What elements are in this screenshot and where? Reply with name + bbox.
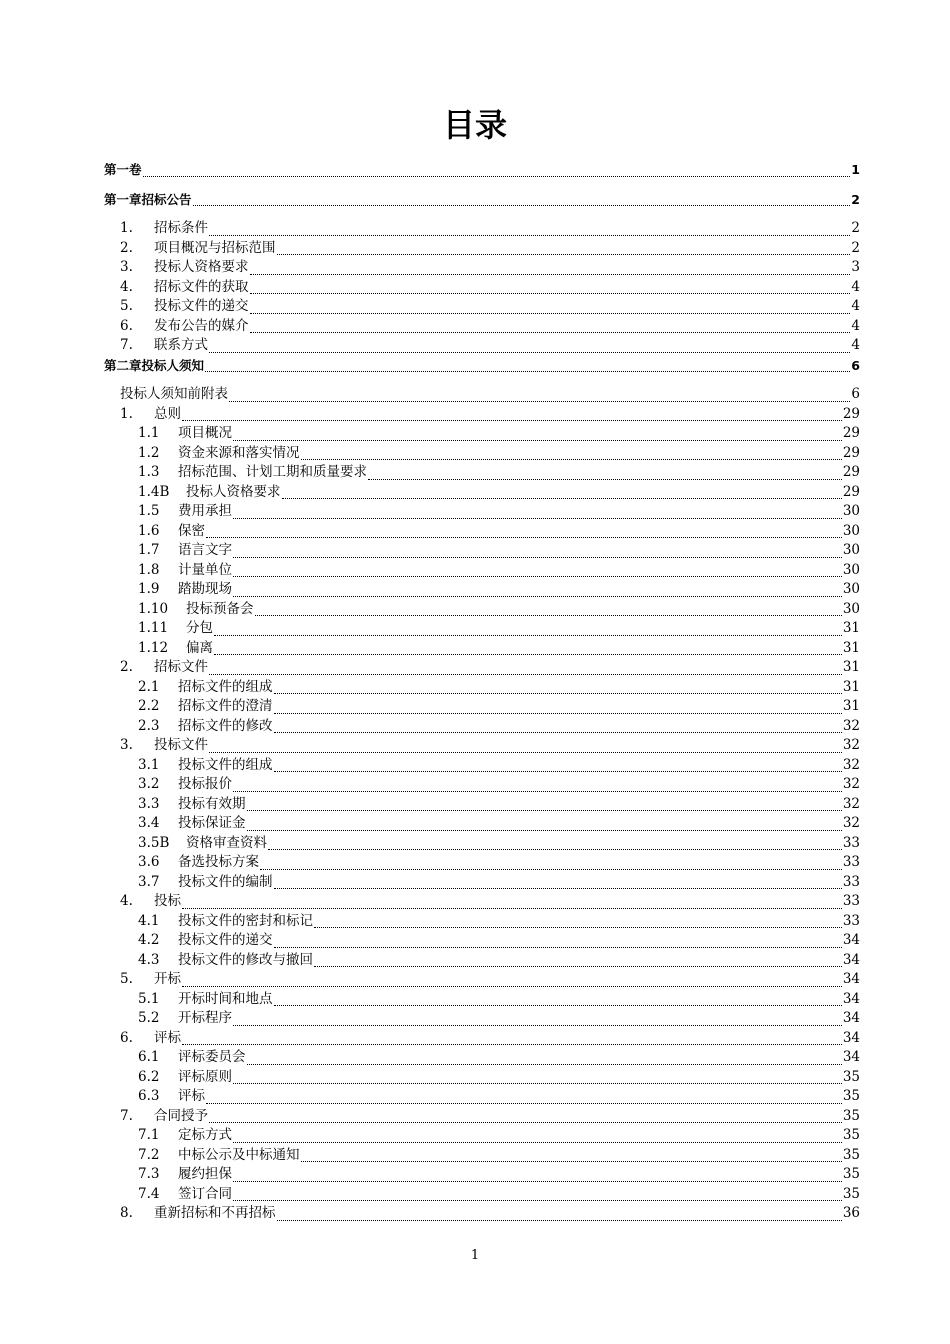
- toc-entry[interactable]: [104, 853, 860, 873]
- toc-entry-number: 4.: [120, 278, 133, 295]
- toc-dot-leader: [301, 445, 842, 460]
- toc-entry-number: 1.12: [138, 639, 169, 656]
- toc-entry-number: 6.1: [138, 1049, 160, 1065]
- toc-entry-number: 1.1: [138, 425, 160, 441]
- toc-dot-leader: [314, 952, 842, 967]
- toc-entry-title: 定标方式: [178, 1127, 232, 1143]
- toc-entry-title: 中标公示及中标通知: [178, 1146, 300, 1163]
- toc-dot-leader: [209, 660, 842, 675]
- toc-entry-number: 6.: [120, 1029, 133, 1046]
- toc-dot-leader: [182, 894, 842, 909]
- toc-entry-number: 3.1: [138, 756, 160, 773]
- toc-dot-leader: [182, 406, 842, 421]
- toc-entry-title: 开标程序: [178, 1010, 232, 1026]
- toc-entry-title: 总则: [154, 405, 181, 422]
- toc-entry-page: 30: [842, 522, 860, 539]
- toc-dot-leader: [193, 191, 851, 206]
- toc-dot-leader: [233, 582, 842, 597]
- toc-entry-page: 35: [842, 1107, 860, 1124]
- toc-dot-leader: [274, 874, 842, 889]
- toc-entry-title: 投标报价: [178, 776, 232, 792]
- toc-entry-number: 6.: [120, 317, 133, 334]
- toc-entry-title: 投标有效期: [178, 795, 246, 812]
- toc-entry-page: 32: [842, 815, 860, 831]
- toc-entry-number: 4.3: [138, 951, 160, 968]
- toc-entry-page: 30: [842, 542, 860, 558]
- toc-entry[interactable]: [104, 444, 860, 464]
- toc-dot-leader: [314, 913, 842, 928]
- toc-entry-number: 1.7: [138, 542, 160, 558]
- toc-entry-title: 第一卷: [104, 162, 142, 177]
- toc-entry[interactable]: [104, 678, 860, 698]
- toc-entry-title: 投标文件的修改与撤回: [178, 951, 313, 968]
- toc-entry-page: 35: [842, 1185, 860, 1202]
- toc-entry-title: 投标预备会: [186, 600, 254, 617]
- toc-entry-title: 投标文件的密封和标记: [178, 912, 313, 929]
- toc-entry[interactable]: [104, 736, 860, 756]
- toc-entry-title: 招标文件: [154, 659, 208, 675]
- toc-dot-leader: [274, 757, 842, 772]
- toc-dot-leader: [233, 426, 842, 441]
- toc-dot-leader: [182, 1030, 842, 1045]
- toc-entry-page: 30: [842, 600, 860, 617]
- toc-entry[interactable]: [104, 834, 860, 854]
- toc-entry-page: 33: [842, 854, 860, 870]
- toc-entry[interactable]: [104, 795, 860, 815]
- toc-entry-number: 5.1: [138, 990, 160, 1007]
- toc-entry[interactable]: [104, 385, 860, 405]
- toc-entry-number: 7.: [120, 1107, 133, 1124]
- toc-entry[interactable]: [104, 1126, 860, 1146]
- toc-entry-title: 招标条件: [154, 220, 208, 236]
- toc-dot-leader: [247, 816, 842, 831]
- toc-entry[interactable]: [104, 931, 860, 951]
- toc-entry-page: 35: [842, 1127, 860, 1143]
- toc-entry-number: 4.: [120, 893, 133, 909]
- toc-dot-leader: [209, 1108, 842, 1123]
- toc-entry-number: 3.: [120, 737, 133, 753]
- toc-entry-number: 1.4B: [138, 483, 170, 500]
- toc-entry[interactable]: [104, 297, 860, 317]
- toc-entry[interactable]: [104, 522, 860, 542]
- toc-entry-number: 3.6: [138, 854, 160, 870]
- toc-entry-title: 分包: [186, 620, 213, 636]
- toc-entry-page: 6: [851, 357, 860, 373]
- toc-dot-leader: [274, 679, 842, 694]
- toc-entry-title: 招标范围、计划工期和质量要求: [178, 464, 367, 480]
- toc-dot-leader: [274, 991, 842, 1006]
- toc-entry[interactable]: [104, 1107, 860, 1127]
- toc-chapter-entry[interactable]: [104, 160, 860, 180]
- toc-entry-page: 32: [842, 795, 860, 812]
- toc-entry[interactable]: [104, 970, 860, 990]
- toc-entry[interactable]: [104, 219, 860, 239]
- toc-entry[interactable]: [104, 1146, 860, 1166]
- toc-entry-title: 第二章投标人须知: [104, 357, 205, 373]
- toc-entry-title: 资格审查资料: [186, 834, 267, 851]
- toc-entry[interactable]: [104, 1185, 860, 1205]
- toc-entry-number: 1.5: [138, 503, 160, 519]
- toc-entry-page: 30: [842, 581, 860, 597]
- toc-entry-number: 6.3: [138, 1088, 160, 1104]
- toc-chapter-entry[interactable]: [104, 356, 860, 376]
- toc-entry-number: 6.2: [138, 1068, 160, 1085]
- toc-entry[interactable]: [104, 951, 860, 971]
- toc-entry-page: 29: [842, 464, 860, 480]
- toc-entry-page: 33: [842, 912, 860, 929]
- table-of-contents: [104, 160, 860, 1224]
- toc-entry-title: 备选投标方案: [178, 854, 259, 870]
- toc-entry[interactable]: [104, 658, 860, 678]
- toc-entry-page: 34: [842, 1010, 860, 1026]
- toc-entry-number: 2.3: [138, 717, 160, 734]
- toc-entry[interactable]: [104, 502, 860, 522]
- toc-entry-title: 计量单位: [178, 561, 232, 578]
- toc-entry-page: 35: [842, 1166, 860, 1182]
- toc-entry-number: 2.2: [138, 698, 160, 714]
- toc-entry-title: 投标: [154, 893, 181, 909]
- toc-entry-page: 34: [842, 951, 860, 968]
- toc-entry-page: 34: [842, 971, 860, 987]
- toc-dot-leader: [274, 933, 842, 948]
- toc-entry-number: 1.10: [138, 600, 169, 617]
- toc-dot-leader: [247, 1050, 842, 1065]
- toc-entry-title: 招标文件的修改: [178, 717, 273, 734]
- toc-entry-number: 8.: [120, 1205, 133, 1221]
- toc-entry-page: 29: [842, 483, 860, 500]
- toc-entry-page: 32: [842, 776, 860, 792]
- toc-entry-title: 投标人资格要求: [154, 259, 249, 275]
- toc-dot-leader: [274, 699, 842, 714]
- toc-entry-number: 4.1: [138, 912, 160, 929]
- toc-entry-page: 6: [851, 386, 860, 402]
- toc-dot-leader: [209, 221, 850, 236]
- toc-entry[interactable]: [104, 717, 860, 737]
- toc-entry[interactable]: [104, 463, 860, 483]
- toc-entry[interactable]: [104, 639, 860, 659]
- toc-entry-title: 评标委员会: [178, 1049, 246, 1065]
- toc-entry-page: 32: [842, 717, 860, 734]
- toc-dot-leader: [206, 1089, 842, 1104]
- toc-entry-number: 7.1: [138, 1127, 160, 1143]
- toc-entry-title: 重新招标和不再招标: [154, 1205, 276, 1221]
- toc-entry-page: 4: [851, 278, 860, 295]
- toc-entry-title: 语言文字: [178, 542, 232, 558]
- toc-entry-page: 35: [842, 1088, 860, 1104]
- toc-entry-title: 项目概况: [178, 425, 232, 441]
- toc-entry[interactable]: [104, 990, 860, 1010]
- toc-entry-title: 签订合同: [178, 1185, 232, 1202]
- toc-entry[interactable]: [104, 1204, 860, 1224]
- toc-entry-number: 1.6: [138, 522, 160, 539]
- toc-entry-page: 4: [851, 317, 860, 334]
- toc-dot-leader: [206, 523, 842, 538]
- toc-chapter-entry[interactable]: [104, 190, 860, 210]
- toc-dot-leader: [250, 260, 851, 275]
- toc-entry-page: 4: [851, 337, 860, 353]
- toc-entry-title: 招标文件的获取: [154, 278, 249, 295]
- toc-entry[interactable]: [104, 1165, 860, 1185]
- toc-dot-leader: [268, 835, 842, 850]
- toc-entry-title: 发布公告的媒介: [154, 317, 249, 334]
- toc-entry-number: 1.9: [138, 581, 160, 597]
- toc-dot-leader: [301, 1147, 842, 1162]
- toc-entry-title: 评标原则: [178, 1068, 232, 1085]
- toc-entry-page: 31: [842, 698, 860, 714]
- toc-dot-leader: [214, 621, 842, 636]
- toc-entry-title: 投标文件的组成: [178, 756, 273, 773]
- toc-entry[interactable]: [104, 561, 860, 581]
- toc-entry-page: 31: [842, 620, 860, 636]
- toc-entry-page: 33: [842, 834, 860, 851]
- toc-entry-number: 1.: [120, 405, 133, 422]
- toc-entry-page: 3: [851, 259, 860, 275]
- toc-entry[interactable]: [104, 892, 860, 912]
- toc-dot-leader: [233, 1186, 842, 1201]
- toc-dot-leader: [282, 484, 842, 499]
- toc-entry-number: 7.3: [138, 1166, 160, 1182]
- toc-entry-page: 29: [842, 405, 860, 422]
- toc-entry-number: 7.4: [138, 1185, 160, 1202]
- toc-entry[interactable]: [104, 483, 860, 503]
- toc-dot-leader: [247, 796, 842, 811]
- toc-dot-leader: [233, 777, 842, 792]
- toc-entry-title: 开标时间和地点: [178, 990, 273, 1007]
- toc-entry-number: 1.2: [138, 444, 160, 461]
- toc-entry[interactable]: [104, 814, 860, 834]
- toc-entry-title: 开标: [154, 971, 181, 987]
- toc-entry[interactable]: [104, 258, 860, 278]
- toc-dot-leader: [182, 972, 842, 987]
- toc-entry-number: 3.4: [138, 815, 160, 831]
- toc-entry-page: 35: [842, 1068, 860, 1085]
- toc-entry-number: 2.1: [138, 678, 160, 695]
- toc-entry-number: 3.: [120, 259, 133, 275]
- toc-entry-title: 投标人资格要求: [186, 483, 281, 500]
- toc-entry-number: 1.: [120, 220, 133, 236]
- toc-entry-title: 投标文件的编制: [178, 873, 273, 890]
- toc-entry-title: 合同授予: [154, 1107, 208, 1124]
- toc-entry[interactable]: [104, 1068, 860, 1088]
- toc-entry-page: 29: [842, 444, 860, 461]
- toc-entry[interactable]: [104, 1009, 860, 1029]
- toc-entry-title: 保密: [178, 522, 205, 539]
- toc-dot-leader: [209, 338, 850, 353]
- toc-entry-number: 7.2: [138, 1146, 160, 1163]
- toc-entry-page: 36: [842, 1205, 860, 1221]
- toc-entry-page: 35: [842, 1146, 860, 1163]
- toc-entry[interactable]: [104, 697, 860, 717]
- toc-dot-leader: [250, 299, 851, 314]
- toc-entry-title: 费用承担: [178, 503, 232, 519]
- toc-entry-page: 31: [842, 639, 860, 656]
- toc-entry-page: 34: [842, 1029, 860, 1046]
- toc-dot-leader: [233, 1167, 842, 1182]
- toc-entry[interactable]: [104, 775, 860, 795]
- toc-entry-page: 32: [842, 756, 860, 773]
- toc-entry-title: 投标文件的递交: [154, 298, 249, 314]
- toc-entry-number: 7.: [120, 337, 133, 353]
- toc-entry-number: 4.2: [138, 932, 160, 948]
- page-number: 1: [470, 1248, 480, 1263]
- toc-entry-page: 33: [842, 873, 860, 890]
- toc-entry-page: 2: [851, 239, 860, 256]
- toc-entry-title: 评标: [178, 1088, 205, 1104]
- toc-entry-page: 33: [842, 893, 860, 909]
- toc-dot-leader: [368, 465, 842, 480]
- toc-entry-title: 项目概况与招标范围: [154, 239, 276, 256]
- toc-dot-leader: [277, 240, 851, 255]
- toc-entry-title: 投标人须知前附表: [120, 386, 228, 402]
- toc-entry-number: 2.: [120, 659, 133, 675]
- toc-entry-title: 投标保证金: [178, 815, 246, 831]
- toc-entry-title: 联系方式: [154, 337, 208, 353]
- toc-entry-title: 投标文件的递交: [178, 932, 273, 948]
- toc-dot-leader: [250, 279, 851, 294]
- toc-entry-number: 5.2: [138, 1010, 160, 1026]
- toc-entry[interactable]: [104, 912, 860, 932]
- toc-dot-leader: [233, 504, 842, 519]
- toc-entry-number: 1.11: [138, 620, 169, 636]
- toc-dot-leader: [260, 855, 842, 870]
- toc-entry[interactable]: [104, 541, 860, 561]
- toc-entry-page: 1: [851, 162, 860, 177]
- toc-dot-leader: [214, 640, 842, 655]
- toc-entry-page: 29: [842, 425, 860, 441]
- toc-entry-number: 3.3: [138, 795, 160, 812]
- page-title: 目录: [442, 106, 507, 144]
- toc-entry[interactable]: [104, 424, 860, 444]
- toc-dot-leader: [233, 1011, 842, 1026]
- toc-entry-page: 31: [842, 678, 860, 695]
- toc-entry-title: 招标文件的组成: [178, 678, 273, 695]
- toc-entry[interactable]: [104, 278, 860, 298]
- toc-entry[interactable]: [104, 1087, 860, 1107]
- toc-entry[interactable]: [104, 1029, 860, 1049]
- toc-entry-number: 3.5B: [138, 834, 170, 851]
- toc-entry[interactable]: [104, 1048, 860, 1068]
- toc-entry-number: 5.: [120, 971, 133, 987]
- toc-entry-title: 投标文件: [154, 737, 208, 753]
- toc-entry-title: 评标: [154, 1029, 181, 1046]
- toc-entry[interactable]: [104, 619, 860, 639]
- toc-entry-title: 履约担保: [178, 1166, 232, 1182]
- toc-entry-page: 32: [842, 737, 860, 753]
- toc-dot-leader: [277, 1206, 842, 1221]
- toc-dot-leader: [274, 718, 842, 733]
- toc-entry-number: 3.2: [138, 776, 160, 792]
- toc-entry-page: 34: [842, 932, 860, 948]
- toc-entry-number: 1.3: [138, 464, 160, 480]
- toc-dot-leader: [143, 162, 851, 177]
- toc-entry[interactable]: [104, 873, 860, 893]
- toc-entry[interactable]: [104, 600, 860, 620]
- toc-entry-page: 4: [851, 298, 860, 314]
- toc-dot-leader: [205, 357, 850, 372]
- toc-entry-page: 2: [851, 220, 860, 236]
- toc-entry-title: 踏勘现场: [178, 581, 232, 597]
- toc-dot-leader: [233, 1069, 842, 1084]
- toc-entry-page: 34: [842, 990, 860, 1007]
- toc-entry-number: 2.: [120, 239, 133, 256]
- toc-entry[interactable]: [104, 756, 860, 776]
- toc-entry-title: 资金来源和落实情况: [178, 444, 300, 461]
- toc-entry-title: 偏离: [186, 639, 213, 656]
- toc-entry-page: 30: [842, 503, 860, 519]
- toc-entry-page: 31: [842, 659, 860, 675]
- toc-dot-leader: [233, 543, 842, 558]
- toc-dot-leader: [233, 562, 842, 577]
- toc-entry-number: 1.8: [138, 561, 160, 578]
- toc-entry[interactable]: [104, 405, 860, 425]
- toc-dot-leader: [229, 387, 850, 402]
- toc-dot-leader: [233, 1128, 842, 1143]
- toc-dot-leader: [255, 601, 842, 616]
- toc-entry[interactable]: [104, 239, 860, 259]
- toc-entry[interactable]: [104, 580, 860, 600]
- toc-entry-number: 3.7: [138, 873, 160, 890]
- toc-entry[interactable]: [104, 317, 860, 337]
- toc-entry-number: 5.: [120, 298, 133, 314]
- toc-dot-leader: [250, 318, 851, 333]
- toc-entry-page: 2: [851, 191, 860, 207]
- toc-entry-title: 第一章招标公告: [104, 191, 192, 207]
- toc-entry-title: 招标文件的澄清: [178, 698, 273, 714]
- toc-entry-page: 34: [842, 1049, 860, 1065]
- toc-dot-leader: [209, 738, 842, 753]
- toc-entry-page: 30: [842, 561, 860, 578]
- toc-entry[interactable]: [104, 336, 860, 356]
